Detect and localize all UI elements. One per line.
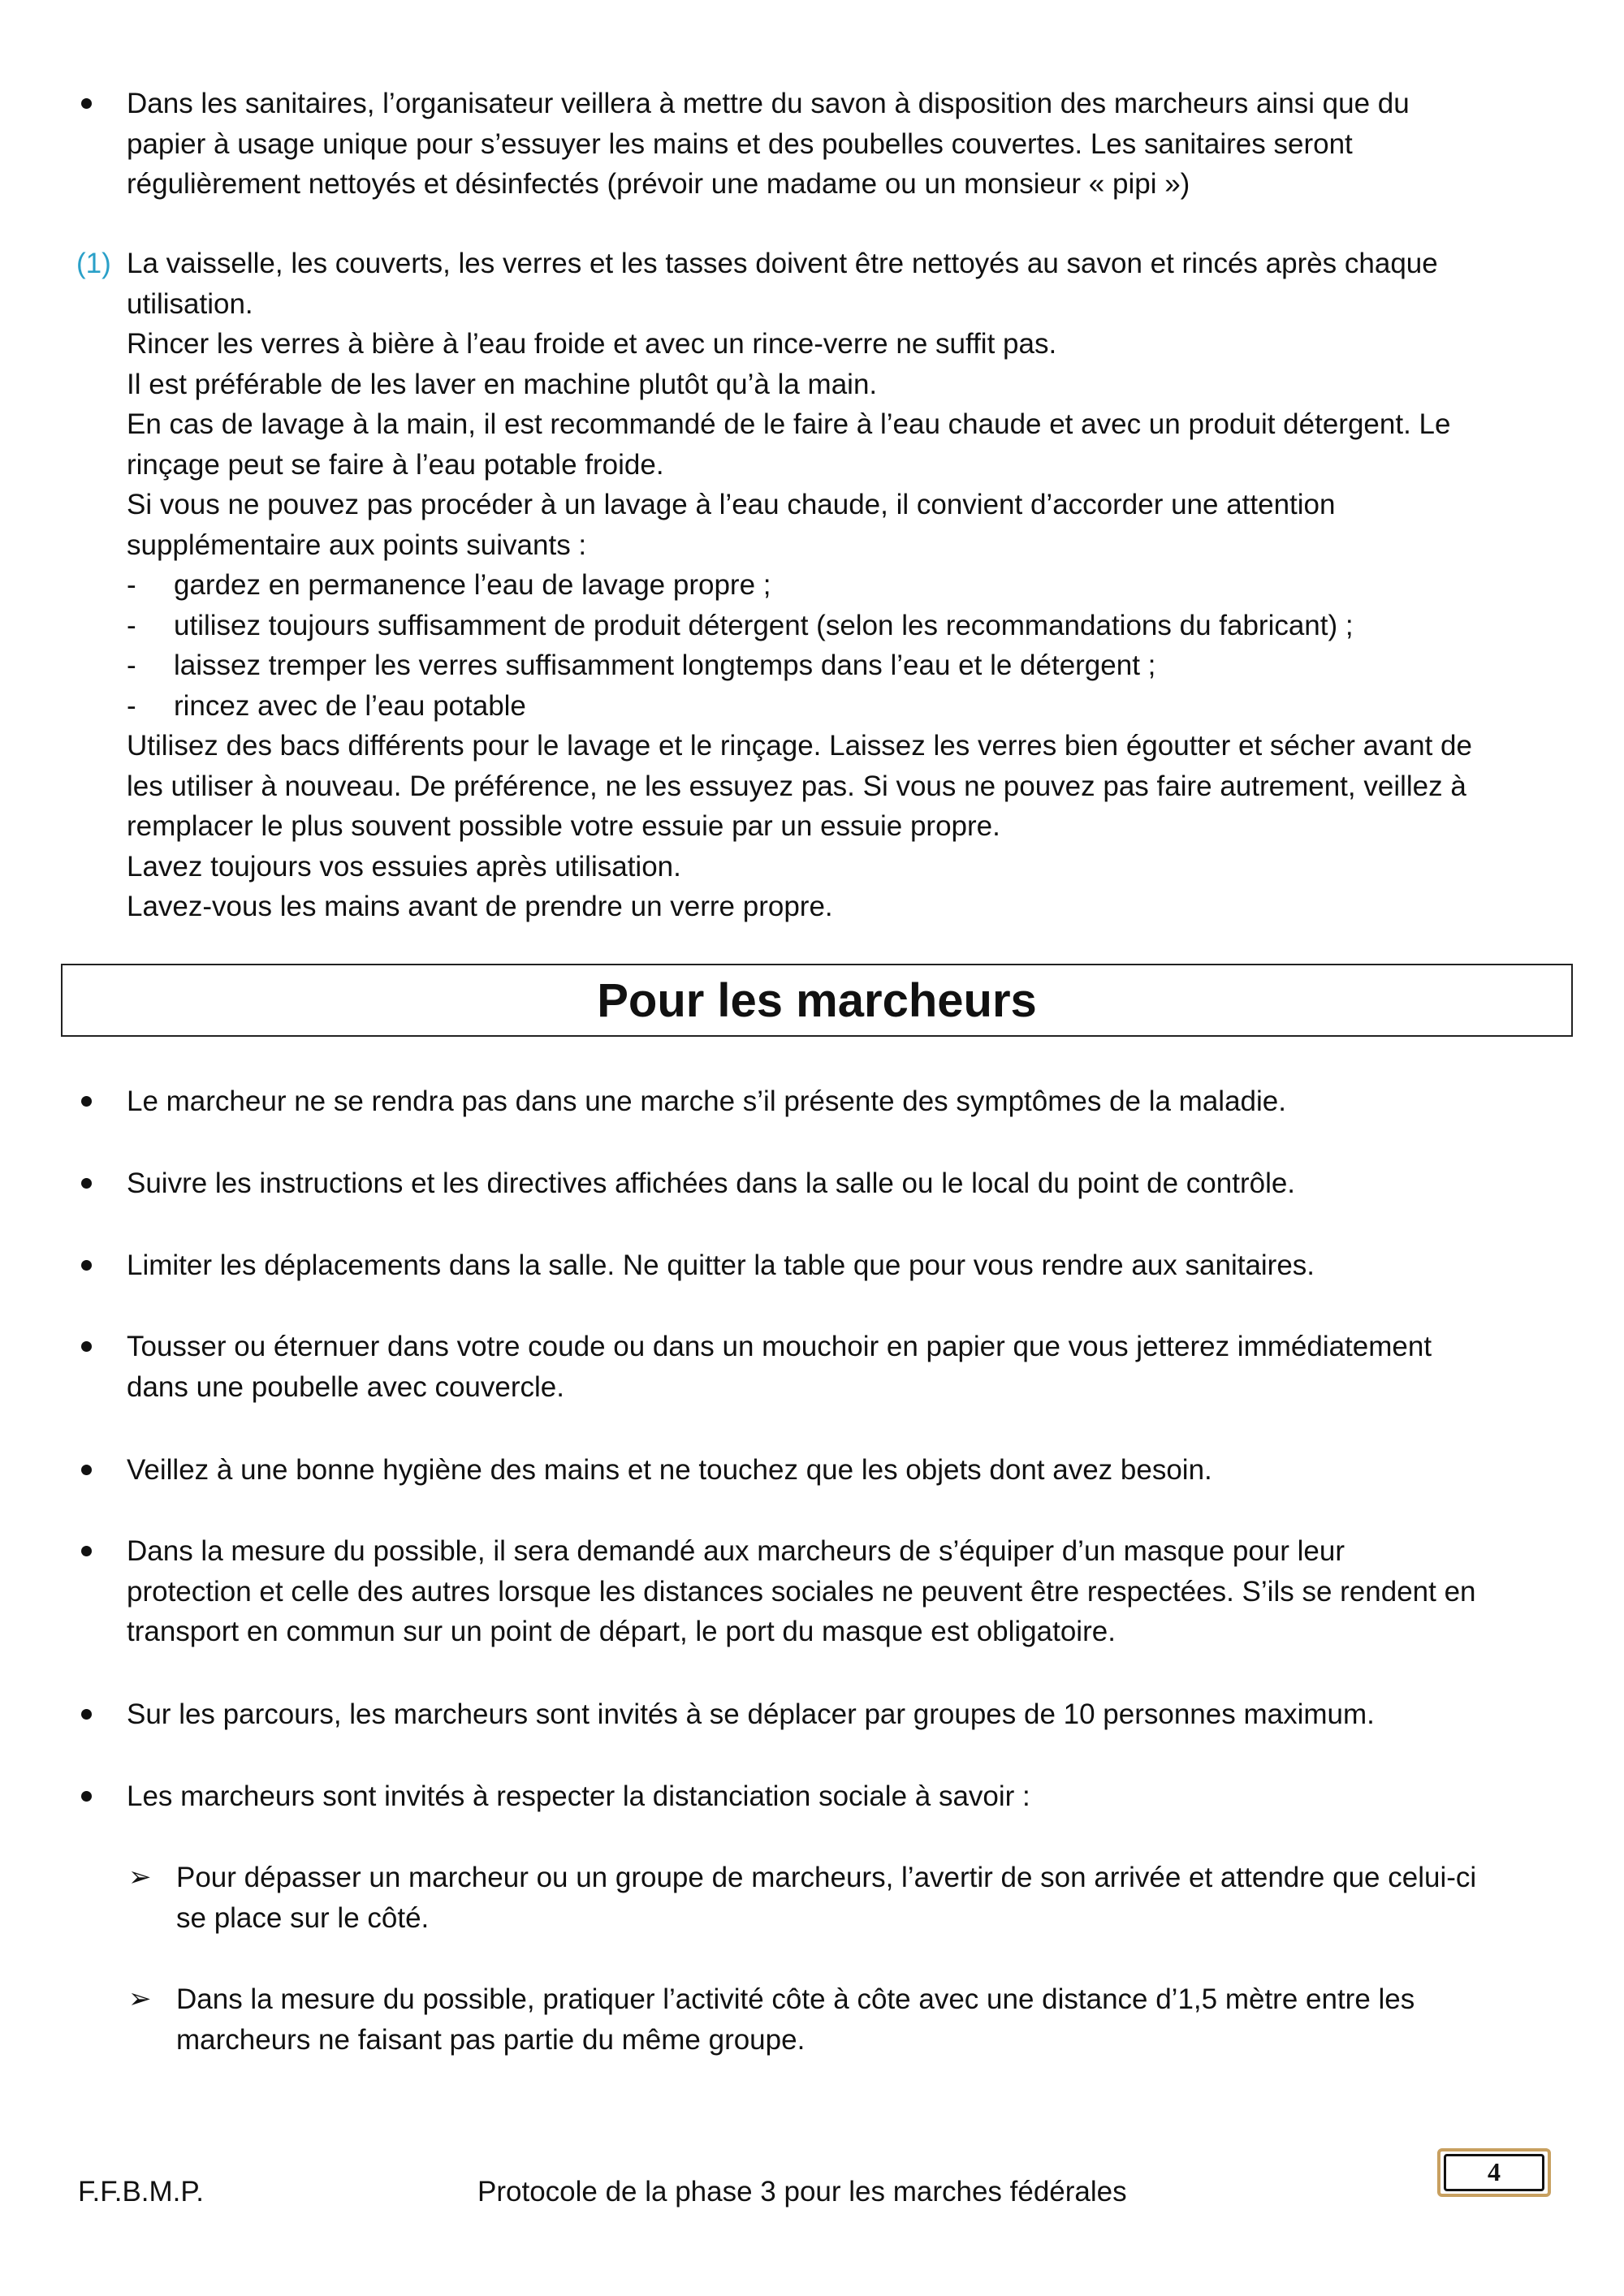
note-text: La vaisselle, les couverts, les verres et les tasses doivent être nettoyés au savon et rincés après chaque utilisation. Rincer les verres à bière à l’eau froide et avec un rince-verre ne suffit pas. Il est préférable de les laver en machine plutôt qu’à la main. En cas de lavage à la main, il est recommandé de le faire à l’eau chaude et avec un produit détergent. Le rinçage peut se faire à l’eau potable froide. Si vous ne pouvez pas procéder à un lavage à l’eau chaude, il convient d’accorder une attention supplémentaire aux points suivants : - gardez en permanence l’eau de lavage propre ; - utilisez toujours suffisamment de produit détergent (selon les recommandations du fabricant) ; - laissez tremper les verres suffisamment longtemps dans l’eau et le détergent ; - rincez avec de l’eau potable Utilisez des bacs différents pour le lavage et le rinçage. Laissez les verres bien égoutter et sécher avant de les utiliser à nouveau. De préférence, ne les essuyez pas. Si vous ne pouvez pas faire autrement, veillez à remplacer le plus souvent possible votre essuie par un essuie propre. Lavez toujours vos essuies après utilisation. Lavez-vous les mains avant de prendre un verre propre. xyxy=(127,244,1564,927)
footer-left: F.F.B.M.P. xyxy=(78,2176,204,2208)
dash-item: - utilisez toujours suffisamment de produit détergent (selon les recommandations du fabricant) ; xyxy=(127,609,1354,641)
bullet-icon xyxy=(81,1546,92,1556)
footer-center: Protocole de la phase 3 pour les marches fédérales xyxy=(477,2176,1127,2208)
section-heading-box xyxy=(61,964,1573,1037)
page-number: 4 xyxy=(1444,2154,1544,2191)
bullet-icon xyxy=(81,1260,92,1271)
dash-item: - rincez avec de l’eau potable xyxy=(127,689,526,722)
bullet-icon xyxy=(81,1791,92,1802)
bullet-icon xyxy=(81,1178,92,1189)
bullet-icon xyxy=(81,98,92,109)
section-title: Pour les marcheurs xyxy=(597,973,1037,1027)
bullet-icon xyxy=(81,1096,92,1107)
bullet-icon xyxy=(81,1341,92,1352)
bullet-icon xyxy=(81,1709,92,1720)
bullet-icon xyxy=(81,1465,92,1475)
page-number-box xyxy=(1437,2148,1551,2197)
note-number: (1) xyxy=(76,248,111,279)
dash-item: - laissez tremper les verres suffisamment longtemps dans l’eau et le détergent ; xyxy=(127,650,1156,681)
bullet-text: Dans les sanitaires, l’organisateur veillera à mettre du savon à disposition des marcheurs ainsi que du papier à usage unique pour s’essuyer les mains et des poubelles couvertes. Les sanitaires seront régulièrement nettoyés et désinfectés (prévoir une madame ou un monsieur « pipi ») xyxy=(127,88,1410,200)
arrow-icon: ➢ xyxy=(128,1983,152,2014)
arrow-icon: ➢ xyxy=(128,1862,152,1892)
dash-item: - gardez en permanence l’eau de lavage propre ; xyxy=(127,569,771,601)
